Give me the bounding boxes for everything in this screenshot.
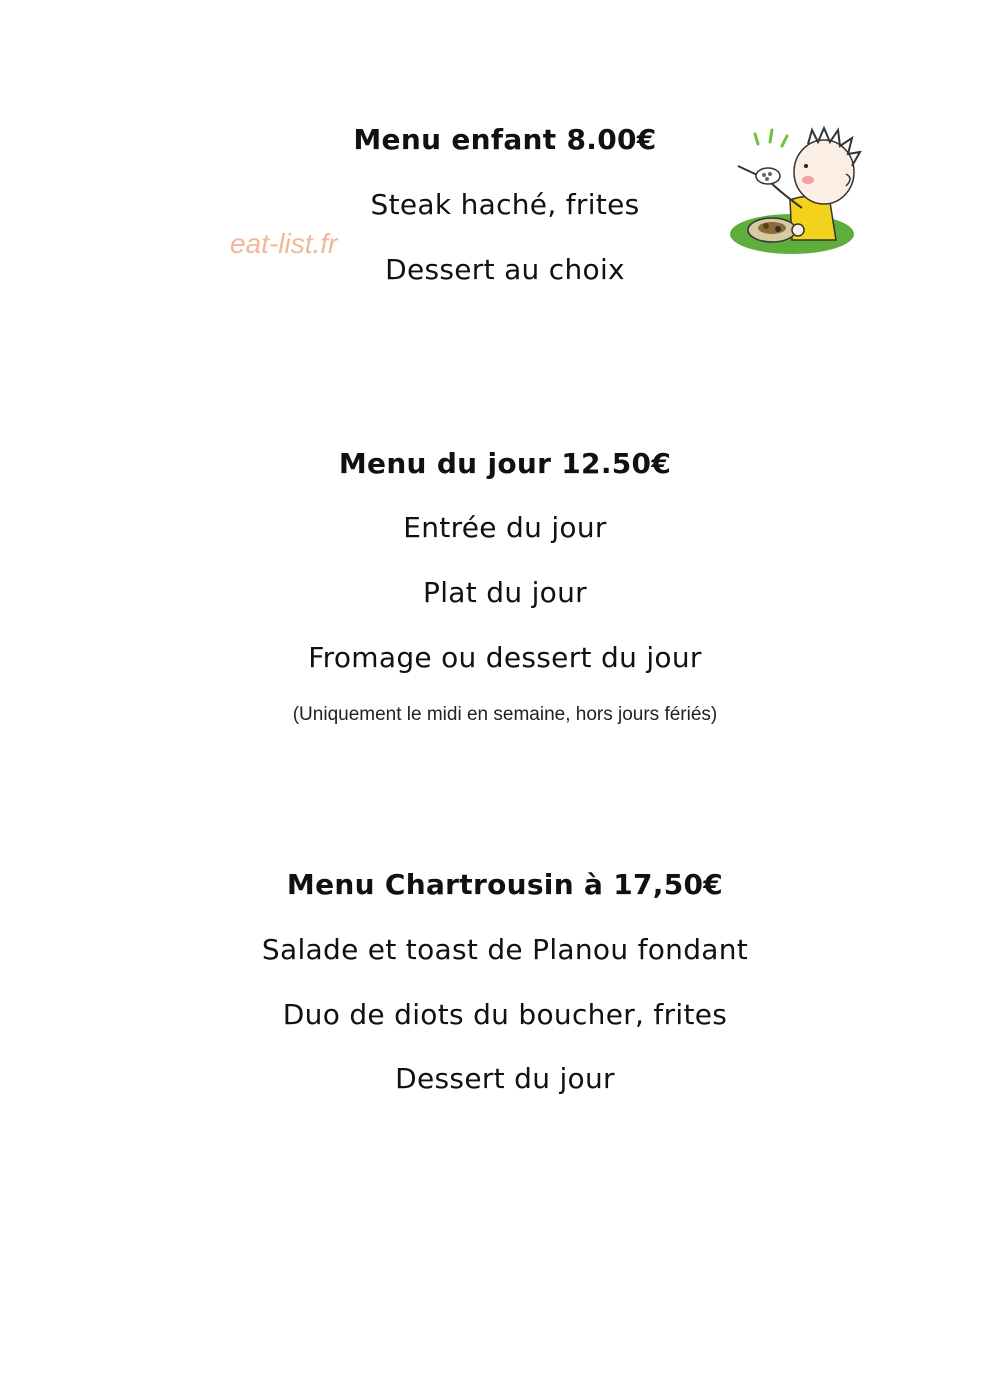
menu-jour-note: (Uniquement le midi en semaine, hors jours fériés): [292, 704, 718, 725]
menu-enfant-title: Menu enfant 8.00€: [353, 123, 657, 156]
menu-jour-item: Fromage ou dessert du jour: [308, 641, 702, 674]
menu-jour-item: Plat du jour: [423, 576, 587, 609]
menu-enfant-item: Dessert au choix: [385, 253, 625, 286]
menu-jour-title: Menu du jour 12.50€: [338, 447, 672, 480]
watermark: eat-list.fr: [230, 228, 338, 259]
menu-jour-item: Entrée du jour: [403, 511, 607, 544]
menu-chartrousin-item: Salade et toast de Planou fondant: [261, 933, 749, 966]
menu-enfant-item: Steak haché, frites: [370, 188, 640, 221]
menu-chartrousin-title: Menu Chartrousin à 17,50€: [286, 868, 724, 901]
menu-chartrousin-item: Duo de diots du boucher, frites: [282, 998, 728, 1031]
menu-chartrousin-item: Dessert du jour: [395, 1062, 615, 1095]
